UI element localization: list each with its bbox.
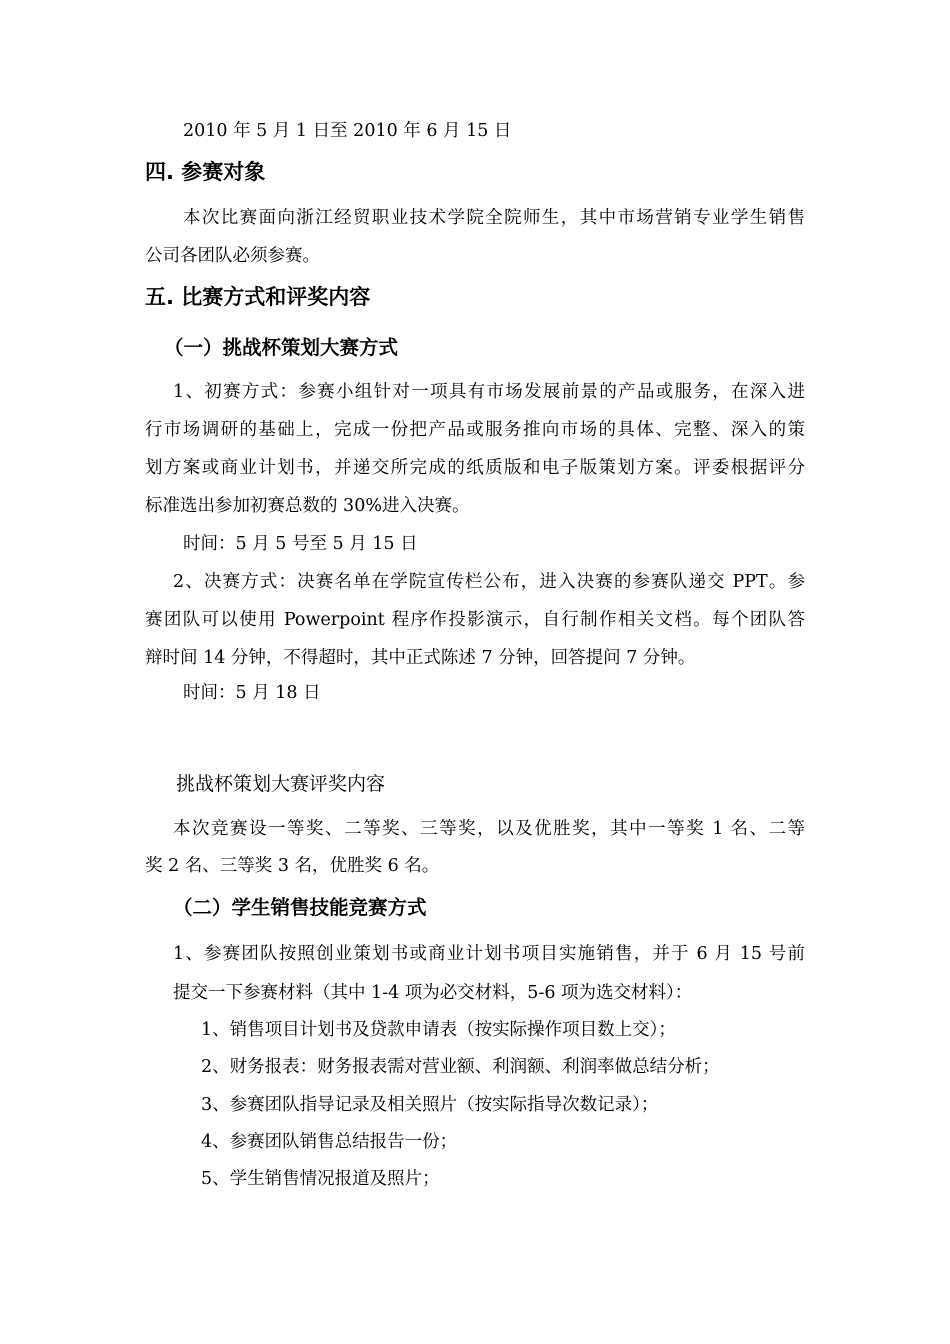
preliminary-time: 时间：5 月 5 号至 5 月 15 日 [183, 534, 418, 554]
subsection-2-heading: （二）学生销售技能竞赛方式 [173, 896, 427, 919]
preliminary-line-1: 1、初赛方式：参赛小组针对一项具有市场发展前景的产品或服务，在深入进 [173, 382, 805, 402]
final-line-2: 赛团队可以使用 Powerpoint 程序作投影演示，自行制作相关文档。每个团队答 [145, 610, 805, 630]
sales-intro-line-2: 提交一下参赛材料（其中 1-4 项为必交材料，5-6 项为选交材料）： [173, 983, 693, 1003]
final-time: 时间：5 月 18 日 [183, 683, 321, 703]
preliminary-line-3: 划方案或商业计划书，并递交所完成的纸质版和电子版策划方案。评委根据评分 [145, 458, 805, 478]
sales-intro-line-1: 1、参赛团队按照创业策划书或商业计划书项目实施销售，并于 6 月 15 号前 [173, 944, 805, 964]
sales-item-2: 2、财务报表：财务报表需对营业额、利润额、利润率做总结分析； [201, 1057, 720, 1077]
sales-item-1: 1、销售项目计划书及贷款申请表（按实际操作项目数上交）； [201, 1020, 676, 1040]
sales-item-3: 3、参赛团队指导记录及相关照片（按实际指导次数记录）； [201, 1095, 659, 1115]
section-4-paragraph-line-1: 本次比赛面向浙江经贸职业技术学院全院师生，其中市场营销专业学生销售 [183, 208, 805, 228]
awards-line-2: 奖 2 名、三等奖 3 名，优胜奖 6 名。 [145, 856, 440, 876]
preliminary-line-2: 行市场调研的基础上，完成一份把产品或服务推向市场的具体、完整、深入的策 [145, 420, 805, 440]
awards-line-1: 本次竞赛设一等奖、二等奖、三等奖，以及优胜奖，其中一等奖 1 名、二等 [173, 819, 805, 839]
section-5-heading: 五. 比赛方式和评奖内容 [145, 285, 371, 309]
final-line-3: 辩时间 14 分钟，不得超时，其中正式陈述 7 分钟，回答提问 7 分钟。 [145, 648, 696, 668]
section-4-heading: 四. 参赛对象 [145, 160, 266, 184]
sales-item-4: 4、参赛团队销售总结报告一份； [201, 1132, 458, 1152]
sales-item-5: 5、学生销售情况报道及照片； [201, 1169, 440, 1189]
subsection-1-heading: （一）挑战杯策划大赛方式 [164, 336, 399, 359]
date-range-line: 2010 年 5 月 1 日至 2010 年 6 月 15 日 [183, 121, 512, 141]
preliminary-line-4: 标准选出参加初赛总数的 30%进入决赛。 [145, 496, 470, 516]
final-line-1: 2、决赛方式：决赛名单在学院宣传栏公布，进入决赛的参赛队递交 PPT。参 [173, 572, 805, 592]
section-4-paragraph-line-2: 公司各团队必须参赛。 [145, 246, 320, 266]
awards-heading: 挑战杯策划大赛评奖内容 [176, 773, 386, 795]
